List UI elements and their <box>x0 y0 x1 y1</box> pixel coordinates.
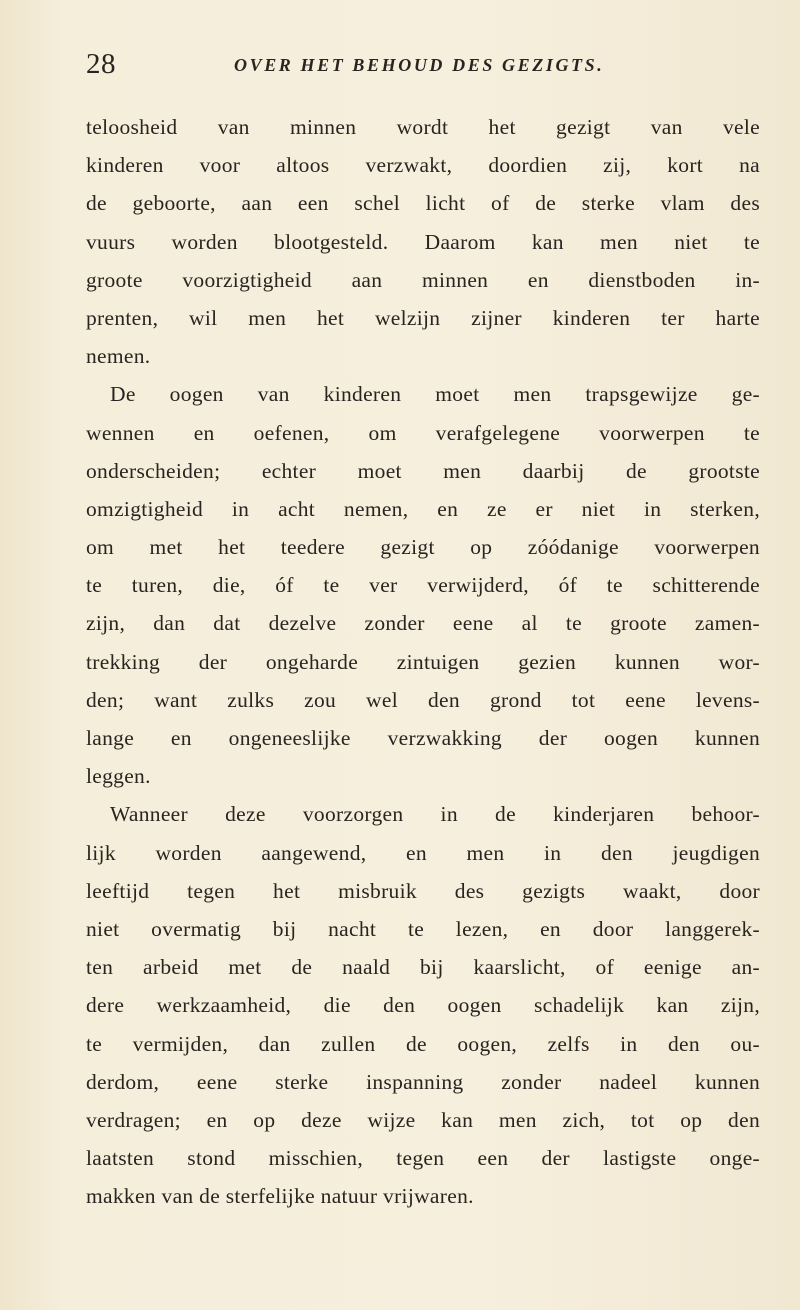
text-line: zijn, dan dat dezelve zonder eene al te groote zamen- <box>86 611 760 636</box>
text-line: te vermijden, dan zullen de oogen, zelfs in den ou- <box>86 1031 760 1056</box>
running-title: OVER HET BEHOUD DES GEZIGTS. <box>234 55 605 75</box>
text-line: verdragen; en op deze wijze kan men zich, tot op den <box>86 1107 760 1132</box>
text-line: dere werkzaamheid, die den oogen schadelijk kan zijn, <box>86 993 760 1018</box>
text-line: om met het teedere gezigt op zóódanige voorwerpen <box>86 535 760 560</box>
text-line: onderscheiden; echter moet men daarbij de grootste <box>86 458 760 483</box>
text-line: te turen, die, óf te ver verwijderd, óf te schitterende <box>86 573 760 598</box>
text-line: leggen. <box>86 764 151 789</box>
page-number: 28 <box>86 48 116 80</box>
text-line: leeftijd tegen het misbruik des gezigts waakt, door <box>86 878 760 903</box>
text-line: teloosheid van minnen wordt het gezigt van vele <box>86 115 760 139</box>
body-text <box>86 108 760 1215</box>
text-line: makken van de sterfelijke natuur vrijwaren. <box>86 1184 474 1209</box>
text-line: omzigtigheid in acht nemen, en ze er niet in sterken, <box>86 496 760 521</box>
text-line: derdom, eene sterke inspanning zonder nadeel kunnen <box>86 1069 760 1094</box>
text-line: De oogen van kinderen moet men trapsgewijze ge- <box>110 382 760 407</box>
text-line: wennen en oefenen, om verafgelegene voorwerpen te <box>86 420 760 445</box>
text-line: kinderen voor altoos verzwakt, doordien zij, kort na <box>86 153 760 178</box>
text-line: lijk worden aangewend, en men in den jeugdigen <box>86 840 760 865</box>
page-header <box>86 44 712 84</box>
text-line: vuurs worden blootgesteld. Daarom kan men niet te <box>86 229 760 254</box>
text-line: trekking der ongeharde zintuigen gezien kunnen wor- <box>86 649 760 674</box>
text-line: niet overmatig bij nacht te lezen, en door langgerek- <box>86 916 760 941</box>
text-line: ten arbeid met de naald bij kaarslicht, of eenige an- <box>86 955 760 980</box>
text-line: de geboorte, aan een schel licht of de sterke vlam des <box>86 191 760 216</box>
text-line: Wanneer deze voorzorgen in de kinderjaren behoor- <box>110 802 760 827</box>
text-line: groote voorzigtigheid aan minnen en dienstboden in- <box>86 267 760 292</box>
text-line: prenten, wil men het welzijn zijner kinderen ter harte <box>86 305 760 330</box>
text-line: laatsten stond misschien, tegen een der lastigste onge- <box>86 1146 760 1171</box>
text-line: lange en ongeneeslijke verzwakking der oogen kunnen <box>86 726 760 750</box>
text-line: nemen. <box>86 344 151 369</box>
text-line: den; want zulks zou wel den grond tot eene levens- <box>86 687 760 712</box>
